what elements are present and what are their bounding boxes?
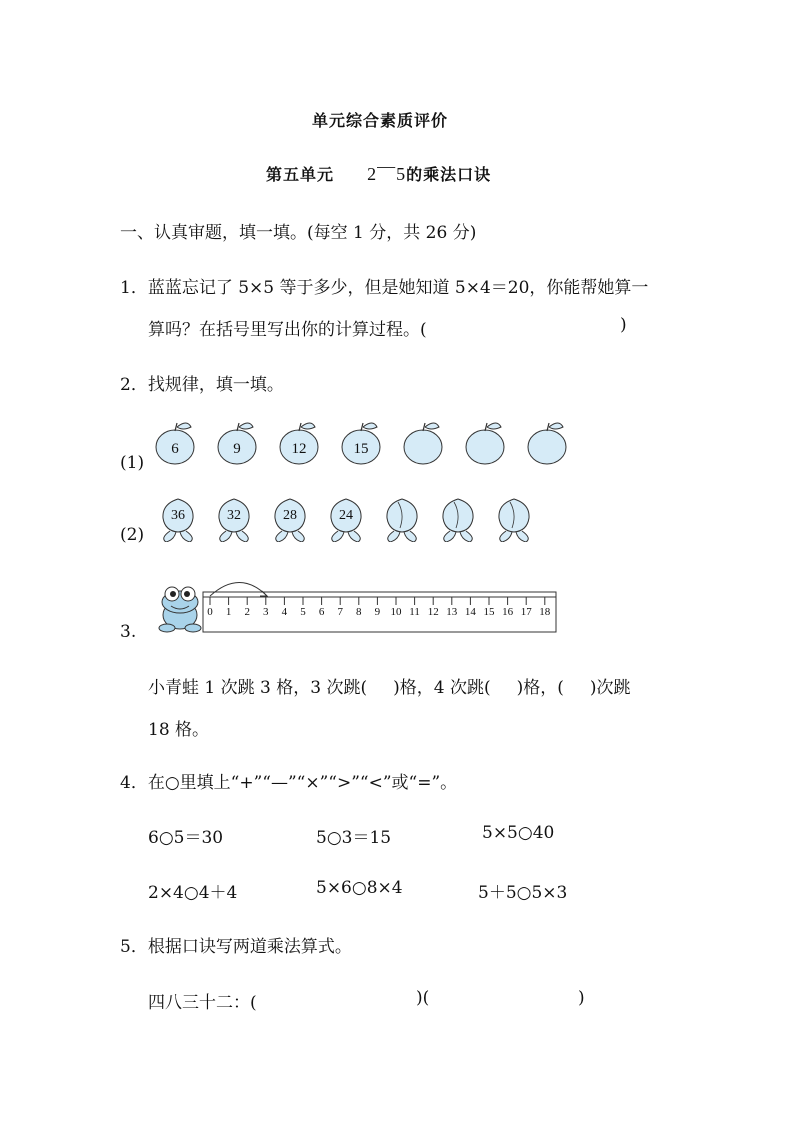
ruler-tick-label: 14 xyxy=(464,606,476,618)
answer-blank-mid[interactable]: )( xyxy=(416,988,430,1008)
ruler-tick-label: 0 xyxy=(207,606,213,618)
ruler-tick-label: 1 xyxy=(225,606,232,618)
unit-topic: 的乘法口诀 xyxy=(406,165,492,184)
peach-icon xyxy=(275,499,305,542)
question-3-line1 xyxy=(148,673,631,698)
page-title: 单元综合素质评价 xyxy=(312,111,449,130)
apple-number: 15 xyxy=(353,441,369,457)
expr-1[interactable]: 6○5＝30 xyxy=(148,828,224,848)
question-3-line2: 18 格。 xyxy=(148,720,210,740)
ruler-tick-label: 4 xyxy=(281,606,288,618)
ruler-tick-label: 6 xyxy=(318,606,325,618)
apple-icon xyxy=(280,423,318,464)
question-5 xyxy=(120,932,352,957)
apple-icon[interactable] xyxy=(404,423,442,464)
apple-sequence xyxy=(150,415,590,475)
ruler-tick-label: 12 xyxy=(427,606,439,618)
range-dash: — xyxy=(377,156,397,176)
text-segment: )格，4 次跳( xyxy=(393,678,491,698)
question-1-line2 xyxy=(148,315,427,340)
ruler-tick-label: 16 xyxy=(502,606,514,618)
expr-6[interactable]: 5＋5○5×3 xyxy=(478,883,568,903)
ruler-tick-label: 17 xyxy=(520,606,532,618)
question-text: 蓝蓝忘记了 5×5 等于多少，但是她知道 5×4＝20，你能帮她算一 xyxy=(147,278,649,298)
question-number: 5． xyxy=(120,937,148,957)
section-heading: 一、认真审题，填一填。(每空 1 分，共 26 分) xyxy=(120,223,477,243)
unit-label: 第五单元 xyxy=(266,165,335,184)
ruler-tick-label: 15 xyxy=(483,606,495,618)
range-end: 5 xyxy=(396,164,407,184)
text-segment: )次跳 xyxy=(589,678,631,698)
question-text: 算吗？在括号里写出你的计算过程。( xyxy=(148,320,427,340)
expr-2[interactable]: 5○3＝15 xyxy=(316,828,392,848)
apple-number: 6 xyxy=(171,441,179,457)
expr-5[interactable]: 5×6○8×4 xyxy=(316,878,403,898)
question-text: 找规律，填一填。 xyxy=(147,375,284,395)
peach-number: 36 xyxy=(171,508,185,523)
question-2 xyxy=(120,370,284,395)
peach-icon xyxy=(331,499,361,542)
apple-icon[interactable] xyxy=(528,423,566,464)
range-start: 2 xyxy=(367,164,378,184)
answer-blank-close[interactable]: ) xyxy=(620,315,627,335)
ruler-tick-label: 2 xyxy=(244,606,250,618)
apple-icon xyxy=(156,423,194,464)
ruler-tick-label: 11 xyxy=(409,606,420,618)
question-text: 根据口诀写两道乘法算式。 xyxy=(147,937,352,957)
apple-icon xyxy=(342,423,380,464)
peach-icon xyxy=(219,499,249,542)
question-number: 1． xyxy=(120,278,148,298)
apple-icon[interactable] xyxy=(466,423,504,464)
ruler-tick-label: 7 xyxy=(337,606,343,618)
question-number: 4． xyxy=(120,773,148,793)
ruler-tick-label: 13 xyxy=(446,606,458,618)
question-4 xyxy=(120,768,457,793)
apple-number: 9 xyxy=(233,441,241,457)
peach-icon xyxy=(163,499,193,542)
peach-number: 24 xyxy=(339,508,353,523)
row-label-peaches: (2) xyxy=(120,525,145,545)
ruler-tick-label: 5 xyxy=(300,606,306,618)
ruler-tick-label: 9 xyxy=(374,606,381,618)
ruler-tick-label: 10 xyxy=(390,606,402,618)
apple-icon xyxy=(218,423,256,464)
peach-icon[interactable] xyxy=(499,499,529,542)
unit-subtitle xyxy=(266,156,492,185)
peach-sequence xyxy=(150,492,550,542)
question-text: 在○里填上“+”“—”“×”“>”“<”或“=”。 xyxy=(147,773,458,793)
frog-icon xyxy=(159,587,201,632)
text-segment: )格，( xyxy=(516,678,564,698)
question-number: 2． xyxy=(120,375,148,395)
expr-4[interactable]: 2×4○4＋4 xyxy=(148,883,238,903)
peach-icon[interactable] xyxy=(387,499,417,542)
peach-number: 28 xyxy=(283,508,297,523)
row-label-apples: (1) xyxy=(120,453,145,473)
apple-number: 12 xyxy=(291,441,307,457)
ruler-tick-label: 18 xyxy=(539,606,551,618)
ruler-tick-label: 3 xyxy=(263,606,269,618)
question-number-3: 3. xyxy=(120,622,137,642)
expr-3[interactable]: 5×5○40 xyxy=(482,823,555,843)
text-segment: 小青蛙 1 次跳 3 格，3 次跳( xyxy=(148,678,368,698)
question-1 xyxy=(120,273,648,298)
peach-number: 32 xyxy=(227,508,241,523)
ruler-tick-label: 8 xyxy=(356,606,362,618)
q5-label: 四八三十二：( xyxy=(148,993,257,1013)
answer-blank-close[interactable]: ) xyxy=(578,988,585,1008)
frog-ruler-figure xyxy=(155,577,565,637)
peach-icon[interactable] xyxy=(443,499,473,542)
